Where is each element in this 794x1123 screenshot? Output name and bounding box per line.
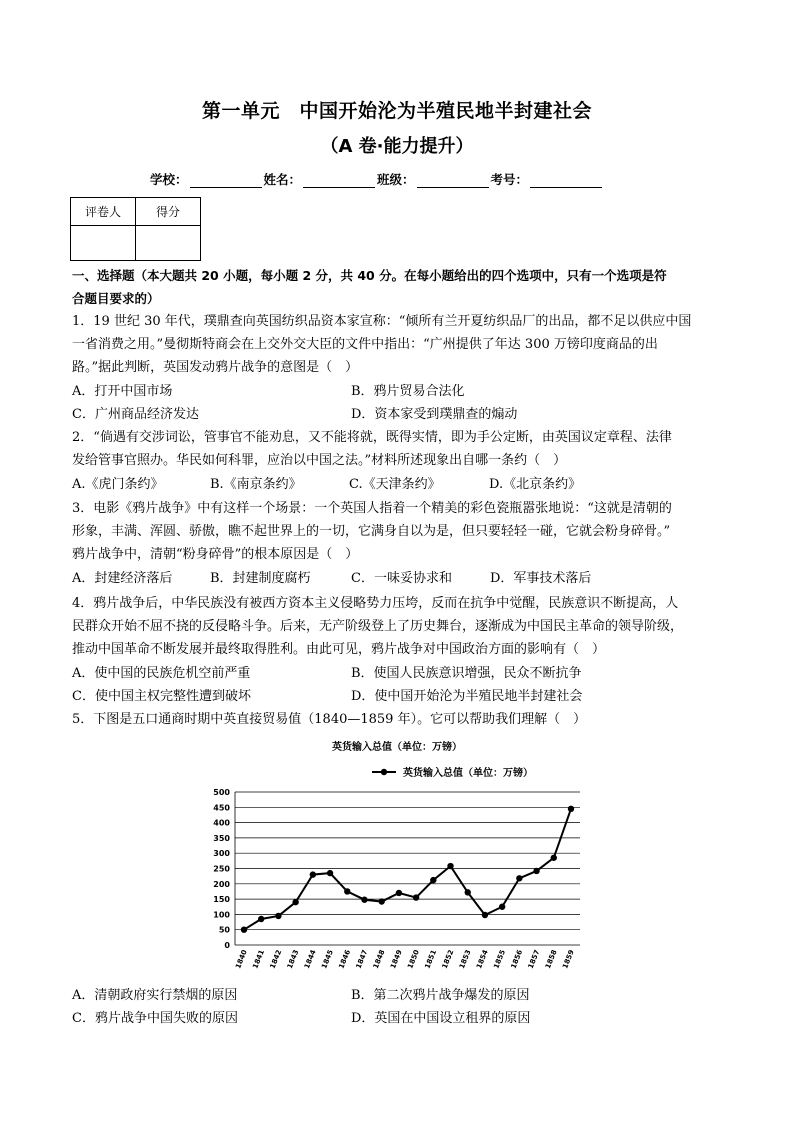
data-point: [516, 875, 522, 881]
y-tick-label: 500: [213, 788, 230, 797]
question-4: [72, 592, 727, 661]
y-tick-label: 450: [213, 803, 230, 813]
legend-label: 英货输入总值（单位：万镑）: [403, 768, 533, 779]
x-tick-label: 1855: [492, 948, 508, 970]
y-tick-label: 50: [218, 925, 230, 935]
question-line: 3．电影《鸦片战争》中有这样一个场景：一个英国人指着一个精美的彩色瓷瓶嚣张地说：“这就是清朝的: [72, 501, 672, 516]
data-point: [551, 855, 557, 861]
data-point: [430, 877, 436, 883]
name-label: 姓名：: [263, 172, 302, 187]
chart-series: [241, 806, 574, 933]
data-point: [465, 889, 471, 895]
x-axis-ticks: [234, 949, 576, 970]
x-tick-label: 1852: [440, 948, 456, 970]
chart-grid: [235, 792, 580, 945]
option-c[interactable]: C．使中国主权完整性遭到破坏: [72, 689, 251, 704]
x-tick-label: 1843: [285, 948, 301, 970]
option-c[interactable]: C．鸦片战争中国失败的原因: [72, 1011, 238, 1026]
option-b[interactable]: B.《南京条约》: [210, 477, 302, 492]
y-tick-label: 200: [213, 879, 230, 889]
legend-marker: [381, 769, 387, 775]
y-axis-ticks: [213, 788, 230, 950]
question-line: 5．下图是五口通商时期中英直接贸易值（1840—1859 年）。它可以帮助我们理解（ ）: [72, 712, 587, 727]
question-1: [72, 310, 727, 379]
page-title: 第一单元 中国开始沦为半殖民地半封建社会: [201, 100, 592, 122]
x-tick-label: 1847: [354, 948, 370, 970]
class-label: 班级：: [377, 172, 415, 187]
option-b[interactable]: B．封建制度腐朽: [210, 571, 311, 586]
page-subtitle: （A 卷·能力提升）: [320, 136, 474, 157]
data-point: [413, 894, 419, 900]
score-cell[interactable]: [136, 226, 201, 261]
option-b[interactable]: B．第二次鸦片战争爆发的原因: [351, 988, 530, 1003]
option-d[interactable]: D．资本家受到璞鼎查的煽动: [351, 407, 518, 422]
student-info-row: [150, 170, 604, 188]
grader-cell[interactable]: [71, 226, 136, 261]
data-point: [533, 868, 539, 874]
question-2: [72, 426, 727, 472]
question-3: [72, 497, 727, 566]
x-tick-label: 1846: [337, 948, 353, 970]
data-point: [310, 871, 316, 877]
data-point: [568, 806, 574, 812]
score-table: [70, 197, 201, 261]
question-line: 鸦片战争中，清朝“粉身碎骨”的根本原因是（ ）: [72, 547, 359, 562]
data-point: [378, 898, 384, 904]
y-tick-label: 100: [213, 910, 230, 920]
data-point: [327, 870, 333, 876]
option-d[interactable]: D．军事技术落后: [490, 571, 592, 586]
x-tick-label: 1842: [268, 948, 284, 970]
data-point: [396, 890, 402, 896]
question-line: 2．“倘遇有交涉词讼，管事官不能劝息，又不能将就，既得实情，即为手公定断，由英国议定章程、法律: [72, 430, 672, 445]
data-point: [361, 897, 367, 903]
option-d[interactable]: D.《北京条约》: [489, 477, 582, 492]
x-tick-label: 1856: [509, 948, 525, 970]
x-tick-label: 1840: [234, 948, 249, 970]
school-blank[interactable]: [190, 173, 262, 188]
school-label: 学校：: [150, 172, 188, 187]
option-a[interactable]: A．使中国的民族危机空前严重: [72, 666, 251, 681]
question-line: 民群众开始不屈不挠的反侵略斗争。后来，无产阶级登上了历史舞台，逐渐成为中国民主革命的领导阶级，: [72, 619, 684, 634]
x-tick-label: 1854: [475, 948, 490, 970]
exam-number-blank[interactable]: [530, 173, 602, 188]
x-tick-label: 1849: [389, 948, 404, 970]
option-c[interactable]: C.《天津条约》: [349, 477, 441, 492]
score-header: 得分: [136, 198, 201, 226]
x-tick-label: 1853: [457, 948, 473, 970]
question-line: 1．19 世纪 30 年代，璞鼎查向英国纺织品资本家宣称：“倾所有兰开夏纺织品厂的出品，都不足以供应中国: [72, 314, 692, 329]
x-tick-label: 1859: [561, 948, 576, 970]
question-line: 发给管事官照办。华民如何科罪，应治以中国之法。”材料所述现象出自哪一条约（ ）: [72, 453, 567, 468]
data-point: [258, 916, 264, 922]
y-tick-label: 250: [213, 864, 230, 874]
question-line: 一省消费之用。”曼彻斯特商会在上交外交大臣的文件中指出：“广州提供了年达 300 万镑印度商品的出: [72, 337, 658, 352]
data-point: [275, 913, 281, 919]
section-heading: [72, 264, 727, 310]
y-tick-label: 350: [213, 833, 230, 843]
section-heading-line: 一、选择题（本大题共 20 小题，每小题 2 分，共 40 分。在每小题给出的四个选项中，只有一个选项是符: [72, 268, 667, 283]
question-line: 形象，丰满、浑圆、骄傲，瞧不起世界上的一切，它满身自以为是，但只要轻轻一碰，它就会粉身碎骨。”: [72, 524, 671, 539]
option-c[interactable]: C．广州商品经济发达: [72, 407, 199, 422]
option-a[interactable]: A．打开中国市场: [72, 384, 173, 399]
question-line: 4．鸦片战争后，中华民族没有被西方资本主义侵略势力压垮，反而在抗争中觉醒，民族意识不断提高，人: [72, 596, 679, 611]
grader-header: 评卷人: [71, 198, 136, 226]
option-b[interactable]: B．使国人民族意识增强，民众不断抗争: [351, 666, 582, 681]
data-point: [482, 912, 488, 918]
y-tick-label: 400: [213, 818, 230, 828]
x-tick-label: 1858: [543, 948, 559, 970]
question-5: [72, 708, 727, 731]
chart-legend: [372, 766, 533, 779]
option-b[interactable]: B．鸦片贸易合法化: [351, 384, 465, 399]
option-d[interactable]: D．使中国开始沦为半殖民地半封建社会: [351, 689, 583, 704]
data-point: [499, 904, 505, 910]
chart-title: 英货输入总值（单位：万镑）: [332, 742, 462, 753]
series-line: [244, 809, 571, 930]
name-blank[interactable]: [303, 173, 375, 188]
option-d[interactable]: D．英国在中国设立租界的原因: [351, 1011, 531, 1026]
x-tick-label: 1857: [526, 948, 542, 970]
exam-number-label: 考号：: [490, 172, 529, 187]
trade-value-line-chart: [200, 758, 595, 978]
class-blank[interactable]: [417, 173, 489, 188]
option-c[interactable]: C．一味妥协求和: [351, 571, 452, 586]
data-point: [241, 927, 247, 933]
x-tick-label: 1848: [371, 948, 387, 970]
option-a[interactable]: A．封建经济落后: [72, 571, 173, 586]
x-tick-label: 1845: [320, 948, 335, 970]
data-point: [447, 863, 453, 869]
data-point: [344, 888, 350, 894]
y-tick-label: 300: [213, 849, 230, 859]
option-a[interactable]: A.《虎门条约》: [72, 477, 164, 492]
data-point: [292, 899, 298, 905]
x-tick-label: 1841: [251, 948, 267, 970]
question-line: 路。”据此判断，英国发动鸦片战争的意图是（ ）: [72, 360, 359, 375]
x-tick-label: 1850: [406, 948, 421, 970]
section-heading-line: 合题目要求的）: [72, 291, 160, 306]
x-tick-label: 1851: [423, 948, 439, 970]
x-tick-label: 1844: [302, 948, 318, 970]
y-tick-label: 0: [224, 941, 230, 950]
question-line: 推动中国革命不断发展并最终取得胜利。由此可见，鸦片战争对中国政治方面的影响有（ ）: [72, 642, 606, 657]
option-a[interactable]: A．清朝政府实行禁烟的原因: [72, 988, 238, 1003]
y-tick-label: 150: [213, 895, 230, 905]
